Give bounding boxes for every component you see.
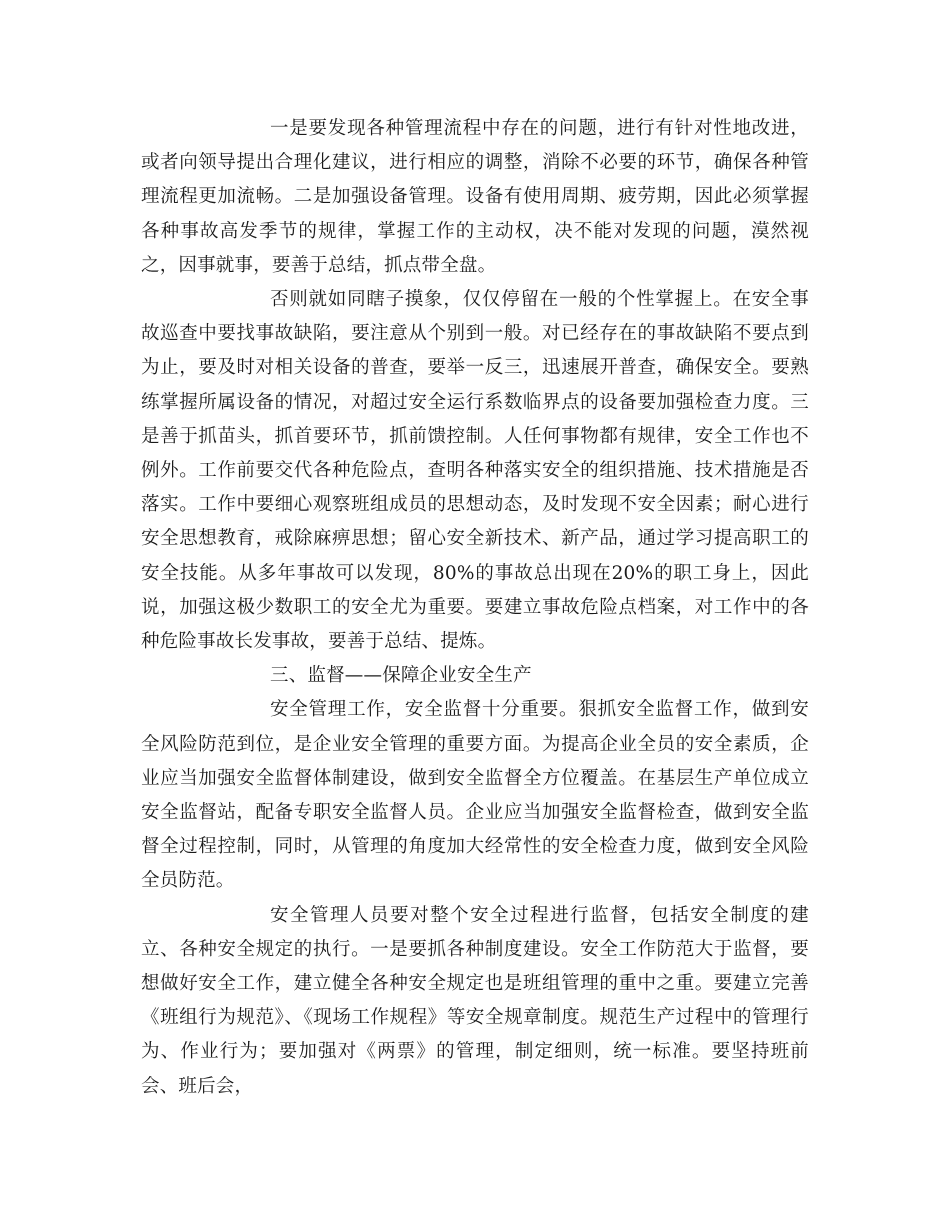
paragraph-2: 否则就如同瞎子摸象，仅仅停留在一般的个性掌握上。在安全事故巡查中要找事故缺陷，要注意从个别到一般。对已经存在的事故缺陷不要点到为止，要及时对相关设备的普查，要举一反三，迅速展开普查，确保安全。要熟练掌握所属设备的情况，对超过安全运行系数临界点的设备要加强检查力度。三是善于抓苗头，抓首要环节，抓前馈控制。人任何事物都有规律，安全工作也不例外。工作前要交代各种危险点，查明各种落实安全的组织措施、技术措施是否落实。工作中要细心观察班组成员的思想动态，及时发现不安全因素；耐心进行安全思想教育，戒除麻痹思想；留心安全新技术、新产品，通过学习提高职工的安全技能。从多年事故可以发现，80%的事故总出现在20%的职工身上，因此说，加强这极少数职工的安全尤为重要。要建立事故危险点档案，对工作中的各种危险事故长发事故，要善于总结、提炼。 xyxy=(141,289,809,653)
paragraph-1: 一是要发现各种管理流程中存在的问题，进行有针对性地改进，或者向领导提出合理化建议，进行相应的调整，消除不必要的环节，确保各种管理流程更加流畅。二是加强设备管理。设备有使用周期、疲劳期，因此必须掌握各种事故高发季节的规律，掌握工作的主动权，决不能对发现的问题，漠然视之，因事就事，要善于总结，抓点带全盘。 xyxy=(141,118,809,276)
paragraph-3: 安全管理工作，安全监督十分重要。狠抓安全监督工作，做到安全风险防范到位，是企业安全管理的重要方面。为提高企业全员的安全素质，企业应当加强安全监督体制建设，做到安全监督全方位覆盖。在基层生产单位成立安全监督站，配备专职安全监督人员。企业应当加强安全监督检查，做到安全监督全过程控制，同时，从管理的角度加大经常性的安全检查力度，做到安全风险全员防范。 xyxy=(141,699,809,892)
section-heading: 三、监督——保障企业安全生产 xyxy=(270,665,532,687)
paragraph-4: 安全管理人员要对整个安全过程进行监督，包括安全制度的建立、各种安全规定的执行。一是要抓各种制度建设。安全工作防范大于监督，要想做好安全工作，建立健全各种安全规定也是班组管理的重中之重。要建立完善《班组行为规范》、《现场工作规程》等安全规章制度。规范生产过程中的管理行为、作业行为；要加强对《两票》的管理，制定细则，统一标准。要坚持班前会、班后会， xyxy=(141,904,809,1097)
document-body xyxy=(141,112,809,1104)
